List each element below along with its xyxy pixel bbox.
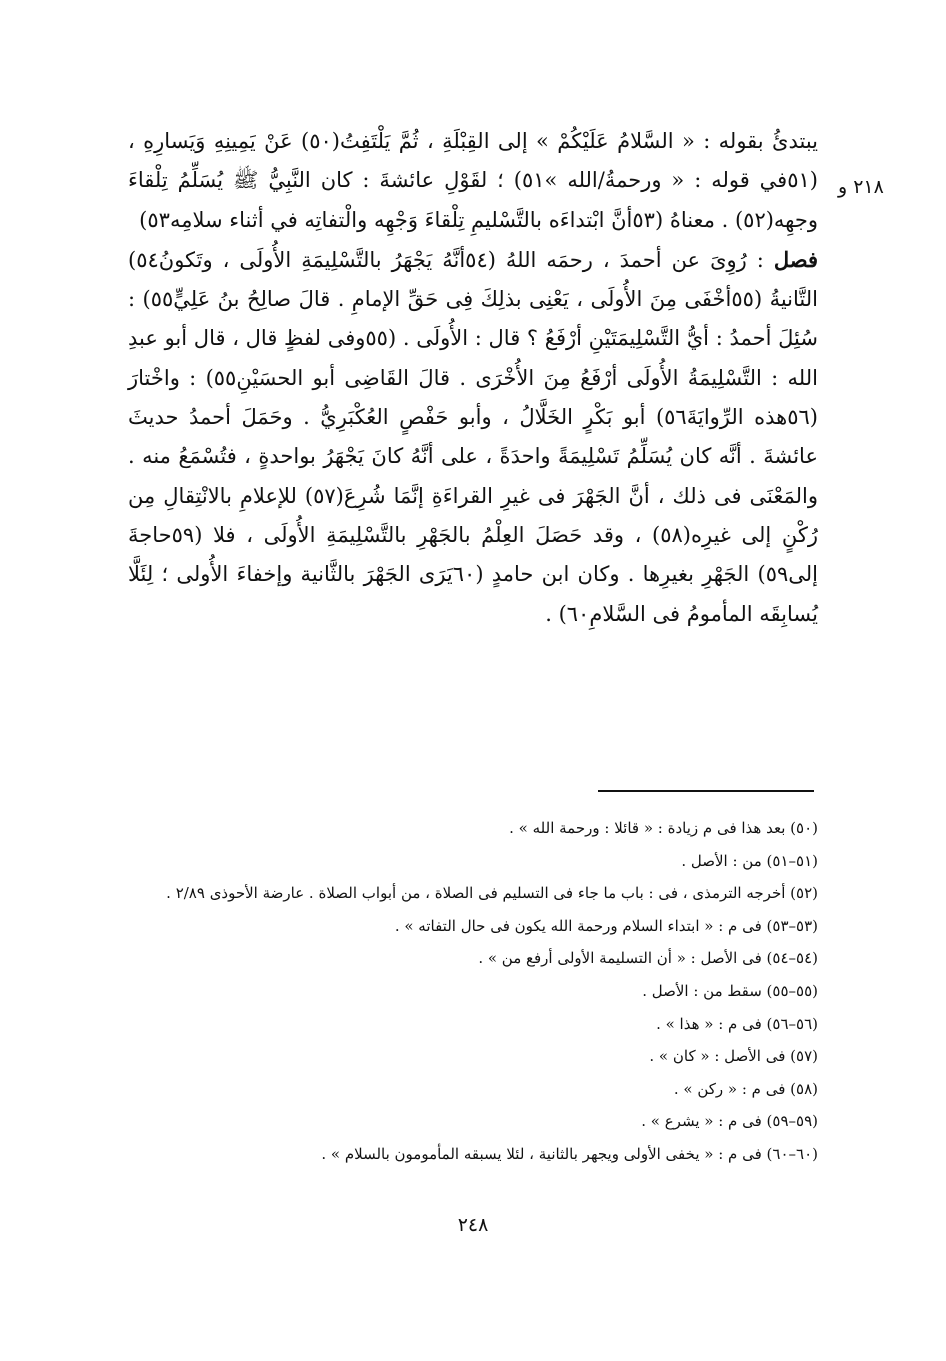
footnote-item: (٦٠–٦٠) فى م : « يخفى الأولى ويجهر بالثانية ، لئلا يسبقه المأمومون بالسلام » .	[321, 1144, 818, 1163]
footnote-item: (٥٠) بعد هذا فى م زيادة : « قائلا : ورحمة الله » .	[509, 819, 818, 837]
footnote-item: (٥٦–٥٦) فى م : « هذا » .	[656, 1014, 818, 1033]
footnote-item: (٥٨) فى م : « ركن » .	[673, 1079, 818, 1098]
footnote-item: (٥٥–٥٥) سقط من : الأصل .	[642, 981, 818, 1000]
footnotes-list	[128, 812, 818, 1171]
paragraph-opening: يبتدئُ بقوله : « السَّلامُ عَلَيْكُمْ » إلى القِبْلَةِ ، ثُمَّ يَلْتَفِتُ(٥٠) عَنْ يَمِينِهِ وَيَسارِهِ ، (٥١في قوله : « ورحمةُ/الله »٥١) ؛ لقَوْلِ عائشةَ : كان النَّبِيُّ ﷺ يُسَلِّمُ تِلْقاءَ وجهِه(٥٢) . معناهُ (٥٣أنَّ ابْتداءَه بالتَّسْليمِ تِلْقاءَ وَجْهِه والْتفاتِه في أثناء سلامِه٥٣)	[128, 129, 818, 232]
paragraph-fasl-text: : رُوِىَ عن أحمدَ ، رحمَه اللهُ (٥٤أنَّهُ يَجْهَرُ بالتَّسْلِيمَةِ الأُولَى ، وتَكونُ٥٤) التَّانيةُ (٥٥أخْفَى مِنَ الأُولَى ، يَعْنِى بذلِكَ فِى حَقِّ الإمامِ . قالَ صالِحُ بنُ عَلِيٍّ٥٥) : سُئِلَ أحمدُ : أيُّ التَّسْلِيمَتَيْنِ أرْفَعُ ؟ قال : الأُولَى . (٥٥وفى لفظٍ قال ، قال أبو عبدِ الله : التَّسْلِيمَةُ الأُولَى أرْفَعُ مِنَ الأُخْرَى . قالَ القَاضِى أبو الحسَيْنِ٥٥) : واخْتارَ (٥٦هذه الرِّوايَةَ٥٦) أبو بَكْرٍ الخَلَّالُ ، وأبو حَفْصٍ العُكْبَرِيُّ . وحَمَلَ أحمدُ حديثَ عائشةَ . أنَّه كان يُسَلِّمُ تَسْلِيمَةً واحدَةً ، على أنَّهُ كانَ يَجْهَرُ بواحدةٍ ، فتُسْمَعُ منه . والمَعْنَى فى ذلك ، أنَّ الجَهْرَ فى غيرِ القراءَةِ إنَّمَا شُرِعَ(٥٧) للإعلامِ بالانْتِقالِ مِن رُكْنٍ إلى غيرِه(٥٨) ، وقد حَصَلَ العِلْمُ بالجَهْرِ بالتَّسْلِيمَةِ الأُولَى ، فلا (٥٩حاجةَ إلى٥٩) الجَهْرِ بغيرِها . وكان ابن حامدٍ (٦٠يَرَى الجَهْرَ بالثَّانية وإخفاءَ الأُولى ؛ لِئَلَّا يُسابِقَه المأمومُ فى السَّلامِ٦٠) .	[128, 247, 819, 626]
footnote-item: (٥٧) فى الأصل : « كان » .	[649, 1047, 818, 1066]
footnote-item: (٥٢) أخرجه الترمذى ، فى : باب ما جاء فى التسليم فى الصلاة ، من أبواب الصلاة . عارضة الأحوذى ٢/٨٩ .	[166, 884, 818, 903]
section-heading-fasl: فصل	[773, 246, 818, 272]
page-number: ٢٤٨	[457, 1214, 489, 1236]
manuscript-folio-ref: ٢١٨ و	[838, 176, 884, 198]
main-text	[128, 122, 818, 634]
footnote-divider	[598, 790, 814, 792]
footnote-item: (٥٤–٥٤) فى الأصل : « أن التسليمة الأولى أرفع من » .	[478, 949, 818, 968]
footnote-item: (٥١–٥١) من : الأصل .	[681, 851, 818, 870]
footnote-item: (٥٩–٥٩) فى م : « يشرع » .	[641, 1112, 818, 1131]
paragraph-fasl	[128, 240, 818, 634]
footnote-item: (٥٣–٥٣) فى م : « ابتداء السلام ورحمة الله يكون فى حال التفاته » .	[394, 916, 818, 935]
